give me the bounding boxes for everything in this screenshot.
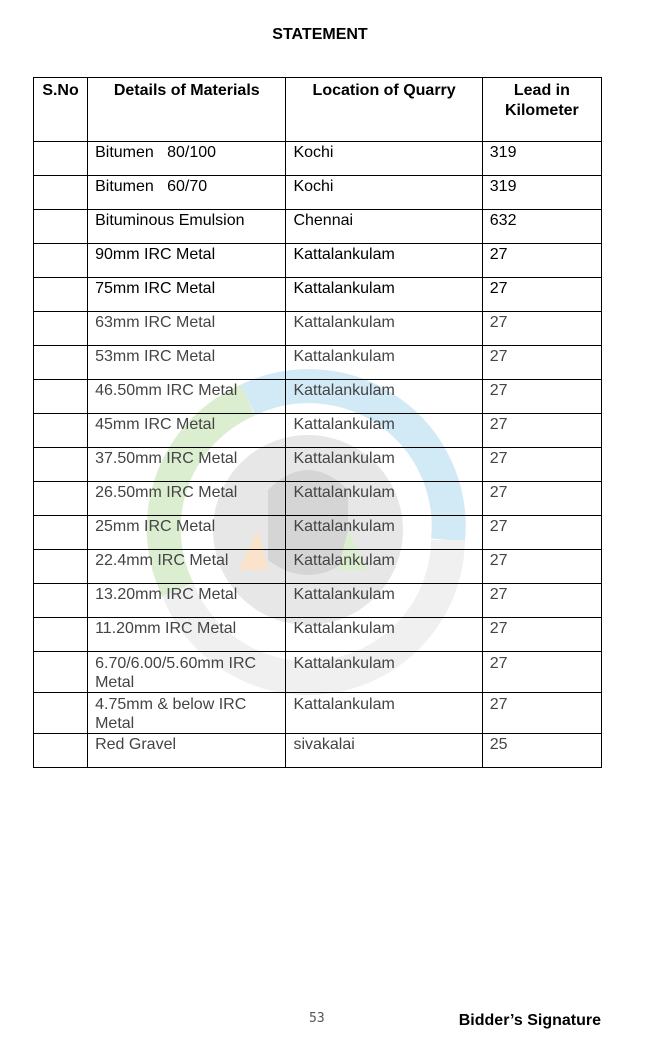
cell-material: 11.20mm IRC Metal — [88, 618, 286, 652]
table-row — [34, 414, 602, 448]
cell-lead: 27 — [482, 278, 601, 312]
cell-location: Kattalankulam — [286, 652, 482, 693]
table-row — [34, 482, 602, 516]
cell-sno — [34, 244, 88, 278]
cell-lead: 27 — [482, 380, 601, 414]
header-lead: Lead in Kilometer — [482, 78, 601, 142]
page-title: STATEMENT — [272, 26, 368, 43]
cell-material: 90mm IRC Metal — [88, 244, 286, 278]
table-row — [34, 693, 602, 734]
cell-location: Kattalankulam — [286, 550, 482, 584]
cell-sno — [34, 210, 88, 244]
cell-lead: 25 — [482, 734, 601, 768]
cell-lead: 319 — [482, 176, 601, 210]
cell-sno — [34, 516, 88, 550]
table-row — [34, 550, 602, 584]
table-row — [34, 142, 602, 176]
cell-sno — [34, 482, 88, 516]
cell-lead: 27 — [482, 482, 601, 516]
cell-lead: 27 — [482, 312, 601, 346]
cell-sno — [34, 312, 88, 346]
cell-material: 75mm IRC Metal — [88, 278, 286, 312]
cell-sno — [34, 652, 88, 693]
cell-location: Chennai — [286, 210, 482, 244]
cell-location: Kattalankulam — [286, 278, 482, 312]
table-row — [34, 380, 602, 414]
cell-lead: 27 — [482, 550, 601, 584]
cell-lead: 27 — [482, 618, 601, 652]
cell-lead: 27 — [482, 414, 601, 448]
cell-location: Kochi — [286, 142, 482, 176]
cell-location: Kattalankulam — [286, 584, 482, 618]
cell-material: 13.20mm IRC Metal — [88, 584, 286, 618]
cell-material: 4.75mm & below IRC Metal — [88, 693, 286, 734]
cell-sno — [34, 550, 88, 584]
table-row — [34, 448, 602, 482]
cell-material: Bitumen 80/100 — [88, 142, 286, 176]
cell-sno — [34, 414, 88, 448]
cell-lead: 27 — [482, 652, 601, 693]
cell-lead: 632 — [482, 210, 601, 244]
cell-sno — [34, 142, 88, 176]
cell-material: Bituminous Emulsion — [88, 210, 286, 244]
cell-sno — [34, 448, 88, 482]
cell-material: 63mm IRC Metal — [88, 312, 286, 346]
header-location: Location of Quarry — [286, 78, 482, 142]
page-number: 53 — [309, 1011, 325, 1026]
cell-sno — [34, 278, 88, 312]
table-header-row — [34, 78, 602, 142]
cell-material: 25mm IRC Metal — [88, 516, 286, 550]
cell-location: Kochi — [286, 176, 482, 210]
cell-location: Kattalankulam — [286, 448, 482, 482]
cell-sno — [34, 380, 88, 414]
cell-location: Kattalankulam — [286, 414, 482, 448]
cell-material: Red Gravel — [88, 734, 286, 768]
table-row — [34, 618, 602, 652]
cell-material: 26.50mm IRC Metal — [88, 482, 286, 516]
table-row — [34, 516, 602, 550]
cell-material: 37.50mm IRC Metal — [88, 448, 286, 482]
cell-material: Bitumen 60/70 — [88, 176, 286, 210]
table-row — [34, 176, 602, 210]
cell-location: Kattalankulam — [286, 380, 482, 414]
cell-location: Kattalankulam — [286, 482, 482, 516]
table-row — [34, 584, 602, 618]
cell-material: 45mm IRC Metal — [88, 414, 286, 448]
cell-material: 6.70/6.00/5.60mm IRC Metal — [88, 652, 286, 693]
table-row — [34, 652, 602, 693]
cell-location: Kattalankulam — [286, 693, 482, 734]
cell-location: Kattalankulam — [286, 618, 482, 652]
cell-location: Kattalankulam — [286, 312, 482, 346]
materials-table — [33, 77, 602, 768]
cell-sno — [34, 693, 88, 734]
cell-lead: 27 — [482, 346, 601, 380]
cell-lead: 27 — [482, 693, 601, 734]
cell-material: 53mm IRC Metal — [88, 346, 286, 380]
cell-lead: 27 — [482, 448, 601, 482]
cell-lead: 27 — [482, 584, 601, 618]
cell-location: sivakalai — [286, 734, 482, 768]
cell-sno — [34, 618, 88, 652]
cell-sno — [34, 584, 88, 618]
cell-material: 22.4mm IRC Metal — [88, 550, 286, 584]
cell-location: Kattalankulam — [286, 346, 482, 380]
cell-sno — [34, 734, 88, 768]
table-row — [34, 312, 602, 346]
table-row — [34, 278, 602, 312]
cell-sno — [34, 176, 88, 210]
cell-location: Kattalankulam — [286, 244, 482, 278]
header-materials: Details of Materials — [88, 78, 286, 142]
table-row — [34, 244, 602, 278]
cell-lead: 27 — [482, 244, 601, 278]
cell-material: 46.50mm IRC Metal — [88, 380, 286, 414]
header-sno: S.No — [34, 78, 88, 142]
table-row — [34, 346, 602, 380]
cell-lead: 319 — [482, 142, 601, 176]
cell-location: Kattalankulam — [286, 516, 482, 550]
cell-lead: 27 — [482, 516, 601, 550]
table-row — [34, 734, 602, 768]
table-row — [34, 210, 602, 244]
cell-sno — [34, 346, 88, 380]
bidder-signature-label: Bidder’s Signature — [458, 1012, 601, 1029]
